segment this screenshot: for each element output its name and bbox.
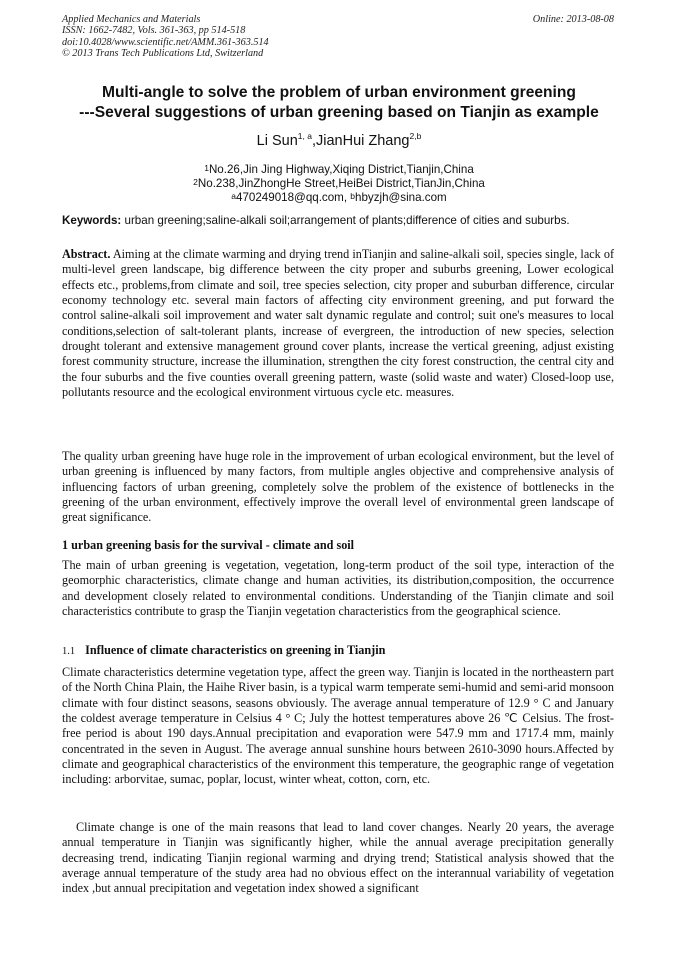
author-separator: , [311, 133, 316, 149]
intro-text: The quality urban greening have huge role in the improvement of urban ecological environment, but the level of urban greening is influenced by many factors, from multiple angles objective and comprehensive analysis of influencing factors of urban greening, completely solve the problem of the existence of bottlenecks in the greening of the urban environment, effectively improve the overall level of environmental green landscape of great significance. [62, 449, 614, 525]
email-a: 470249018@qq.com, [236, 191, 351, 204]
keywords-label: Keywords: [62, 214, 122, 227]
abstract [62, 247, 614, 400]
section-1-1-paragraph-2 [62, 820, 614, 897]
affiliation-2-sup: 2 [193, 177, 198, 187]
title-line-2: ---Several suggestions of urban greening based on Tianjin as example [79, 103, 599, 121]
section-1-heading: 1 urban greening basis for the survival - climate and soil [62, 538, 355, 552]
journal-name: Applied Mechanics and Materials [62, 14, 201, 25]
issn-line: ISSN: 1662-7482, Vols. 361-363, pp 514-518 [62, 25, 246, 37]
doi-line: doi:10.4028/www.scientific.net/AMM.361-363.514 [62, 36, 269, 48]
author-list [40, 133, 638, 149]
section-1-1-text-2: Climate change is one of the main reasons that lead to land cover changes. Nearly 20 years, the average annual temperature in Tianjin was significantly higher, while the annual average precipitation generally decreasing trend, indicating Tianjin regional warming and drying trend; Statistical analysis showed that the average annual temperature of the study area had no obvious effect on the interannual variability of vegetation index ,but annual precipitation and vegetation index showed a significant [62, 820, 614, 896]
copyright-line: © 2013 Trans Tech Publications Ltd, Switzerland [62, 48, 264, 60]
affiliations [40, 163, 638, 205]
section-1-paragraph [62, 558, 614, 619]
email-b-sup: b [350, 191, 356, 201]
section-1-1-number: 1.1 [62, 646, 76, 657]
keywords-text: urban greening;saline-alkali soil;arrangement of plants;difference of cities and suburbs. [121, 214, 570, 227]
author-2-sup: 2,b [409, 131, 422, 141]
author-1-name: Li Sun [256, 133, 298, 149]
email-b: hbyzjh@sina.com [355, 191, 447, 204]
affiliation-2 [40, 177, 638, 191]
online-date: Online: 2013-08-08 [532, 14, 614, 25]
paper-title [40, 83, 638, 122]
title-line-1: Multi-angle to solve the problem of urban environment greening [102, 84, 576, 101]
abstract-text: Aiming at the climate warming and drying trend inTianjin and saline-alkali soil, species single, lack of multi-level green landscape, big difference between the city proper and suburbs greening, Lower ecological effects etc., problems,from climate and soil, tree species selection, city proper and suburban difference, circular economy technology etc. several main factors of affecting city environment greening, and put forward the control saline-alkali soil improvement and water salt dynamic regulate and control; suit one's measures to local conditions,selection of salt-tolerant plants, increase of evergreen, the introduction of new species, selection drought tolerant and extensive management ground cover plants, increase the vertical greening, adjust existing forest community structure, increase the illumination, strengthen the city forest construction, the central city and the four suburbs and the five counties overall greening pattern, waste (solid waste and water) Closed-loop use, pollutants resource and the ecological environment virtuous cycle etc. measures. [62, 247, 614, 400]
email-a-sup: a [231, 191, 237, 201]
introduction-paragraph [62, 449, 614, 526]
affiliation-1-sup: 1 [204, 163, 209, 173]
author-1-sup: 1, a [297, 131, 312, 141]
section-1-1-text-1: Climate characteristics determine vegetation type, affect the green way. Tianjin is located in the northeastern part of the North China Plain, the Haihe River basin, is a typical warm temperate semi-humid and semi-arid monsoon climate with four distinct seasons, seasons obviously. The average annual temperature of 12.9 ° C and January the coldest average temperature in Celsius 4 ° C; July the hottest temperatures above 26 ℃ Celsius. The frost-free period is about 190 days.Annual precipitation and evaporation were 547.9 mm and 1717.4 mm, mainly concentrated in the seven in August. The average annual sunshine hours between 2610-3090 hours.Affected by climate and geographical characteristics of the environment this temperature, the geographic range of vegetation including: arborvitae, sumac, poplar, locust, winter wheat, cotton, corn, etc. [62, 665, 614, 787]
section-1-text: The main of urban greening is vegetation, vegetation, long-term product of the soil type, interaction of the geomorphic characteristics, climate change and human activities, its distribution,composition, the occurrence and development closely related to environmental conditions. Understanding of the Tianjin climate and soil characteristics contribute to grasp the Tianjin vegetation characteristics from the geographical science. [62, 558, 614, 619]
affiliation-1 [40, 163, 638, 177]
keywords [62, 214, 622, 227]
section-1-1-heading [62, 643, 614, 659]
section-1-1-title: Influence of climate characteristics on greening in Tianjin [85, 643, 386, 657]
emails [40, 191, 638, 205]
affiliation-2-text: No.238,JinZhongHe Street,HeiBei District,TianJin,China [197, 177, 485, 190]
section-1-1-paragraph-1 [62, 665, 614, 788]
affiliation-1-text: No.26,Jin Jing Highway,Xiqing District,Tianjin,China [208, 163, 474, 176]
author-2-name: JianHui Zhang [316, 133, 410, 149]
journal-header [62, 14, 614, 60]
abstract-label: Abstract. [62, 247, 111, 261]
